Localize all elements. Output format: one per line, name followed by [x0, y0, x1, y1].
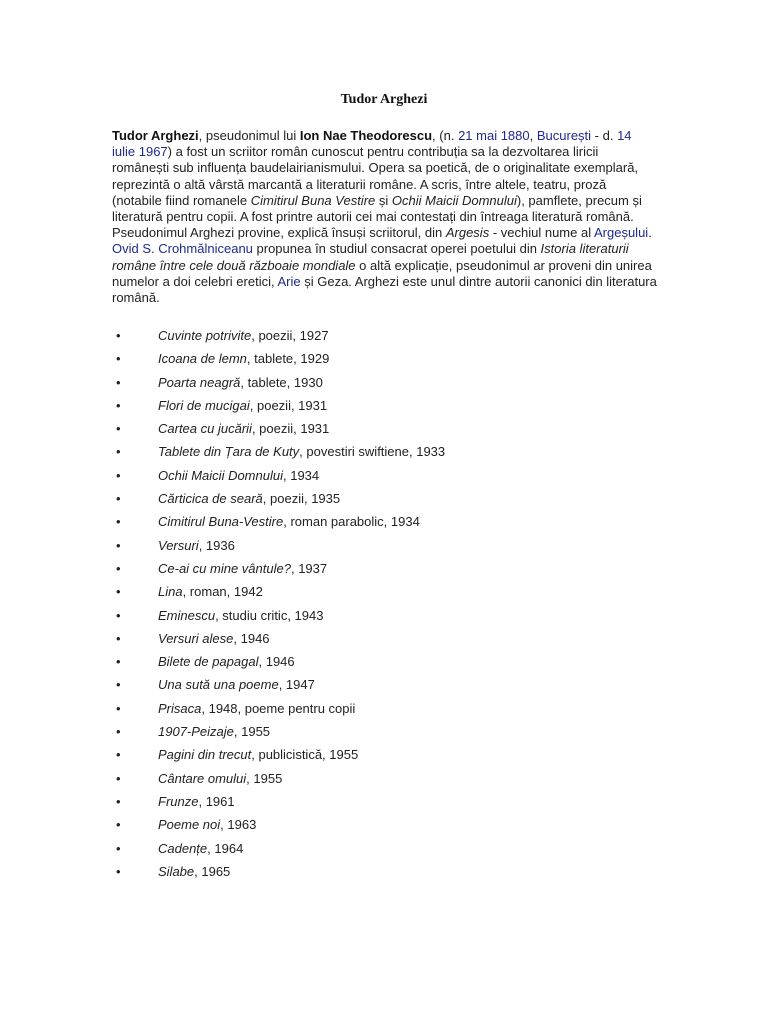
work-title: Ce-ai cu mine vântule?: [158, 560, 291, 576]
bullet-icon: •: [116, 747, 121, 763]
bucuresti-link[interactable]: București: [536, 128, 592, 143]
page-title: Tudor Arghezi: [340, 92, 428, 107]
bullet-icon: •: [116, 444, 121, 460]
work-title: Cântare omului: [158, 770, 247, 786]
bullet-icon: •: [116, 514, 121, 530]
work-entry: [158, 443, 445, 461]
intro-text: ), pamflete, precum și literatură pentru copii. A fost printre autorii cei mai contestați din întreaga literatură română. Pseudonimul Arghezi provine, explică însuși scriitorul, din: [112, 192, 642, 241]
work-title: Cărticica de seară: [158, 491, 263, 507]
work-title: Cartea cu jucării: [158, 421, 252, 437]
work-title: Pagini din trecut: [158, 747, 252, 763]
bullet-icon: •: [116, 328, 121, 343]
work-entry: [158, 723, 270, 741]
intro-text: .: [648, 225, 652, 241]
arges-link[interactable]: Argeșului: [593, 225, 649, 241]
work-details: , tablete, 1929: [246, 351, 330, 367]
real-name: Ion Nae Theodorescu: [299, 128, 433, 143]
work-details: , 1947: [278, 677, 315, 693]
novel-title: Ochii Maicii Domnului: [391, 192, 517, 208]
work-details: , 1946: [258, 654, 295, 670]
work-entry: [158, 770, 282, 788]
work-details: , 1964: [207, 840, 244, 856]
intro-text: , pseudonimul lui: [198, 128, 300, 143]
work-details: , 1936: [198, 537, 235, 553]
author-name: Tudor Arghezi: [112, 128, 199, 143]
work-details: , 1963: [220, 817, 257, 833]
work-entry: [158, 560, 327, 578]
work-details: , studiu critic, 1943: [215, 607, 324, 623]
work-entry: [158, 374, 323, 392]
bullet-icon: •: [116, 840, 121, 856]
work-title: Ochii Maicii Domnului: [158, 467, 283, 483]
work-entry: [158, 583, 263, 601]
work-title: Icoana de lemn: [158, 351, 247, 367]
work-details: , poezii, 1927: [251, 328, 329, 343]
work-entry: [158, 607, 323, 625]
work-details: , 1948, poeme pentru copii: [201, 700, 356, 716]
bullet-icon: •: [116, 537, 121, 553]
crohmalniceanu-link[interactable]: Ovid S. Crohmălniceanu: [112, 241, 253, 257]
work-details: , poezii, 1931: [249, 397, 328, 413]
work-entry: [158, 816, 256, 834]
intro-text: propunea în studiul consacrat operei poetului din: [252, 241, 541, 257]
bullet-icon: •: [116, 770, 121, 786]
intro-text: - vechiul nume al: [489, 225, 594, 241]
birth-date-link[interactable]: 21 mai 1880: [458, 128, 530, 143]
work-details: , 1946: [233, 630, 270, 646]
bullet-icon: •: [116, 351, 121, 367]
intro-text: o altă explicație, pseudonimul ar proveni din unirea numelor a doi celebri eretici,: [112, 257, 652, 289]
work-details: , 1934: [282, 467, 320, 483]
bullet-icon: •: [116, 793, 121, 809]
work-entry: [158, 793, 235, 811]
work-details: , 1955: [233, 724, 271, 740]
intro-text: și Geza. Arghezi este unul dintre autorii canonici din literatura română.: [112, 273, 657, 306]
work-details: , 1955: [246, 770, 283, 786]
bullet-icon: •: [116, 817, 121, 833]
work-details: , 1937: [290, 560, 328, 576]
work-title: Silabe: [158, 863, 195, 879]
work-details: , poezii, 1931: [251, 421, 330, 437]
work-entry: [158, 653, 295, 671]
work-title: Cadențe: [158, 840, 208, 856]
work-entry: [158, 490, 340, 508]
study-title: Istoria literaturii române între cele două războaie mondiale: [112, 241, 629, 273]
bullet-icon: •: [116, 374, 121, 390]
work-entry: [158, 350, 329, 368]
work-entry: [158, 863, 230, 881]
work-title: Frunze: [158, 793, 199, 809]
bullet-icon: •: [116, 700, 121, 716]
work-details: , tablete, 1930: [240, 374, 323, 390]
bullet-icon: •: [116, 421, 121, 437]
work-title: Tablete din Țara de Kuty: [158, 444, 300, 460]
arie-link[interactable]: Arie: [277, 273, 301, 289]
work-entry: [158, 537, 235, 555]
work-details: , roman, 1942: [182, 584, 263, 600]
work-entry: [158, 397, 327, 415]
bullet-icon: •: [116, 863, 121, 879]
work-title: Versuri: [158, 537, 199, 553]
work-title: Flori de mucigai: [158, 397, 250, 413]
work-title: 1907-Peizaje: [158, 724, 234, 740]
novel-title: Cimitirul Buna Vestire: [250, 192, 376, 208]
bullet-icon: •: [116, 654, 121, 670]
work-entry: [158, 676, 315, 694]
work-details: , 1965: [194, 863, 231, 879]
death-date-link[interactable]: 14 iulie 1967: [112, 128, 632, 160]
work-title: Prisaca: [158, 700, 202, 716]
work-title: Una sută una poeme: [158, 677, 279, 693]
bullet-icon: •: [116, 467, 121, 483]
bullet-icon: •: [116, 724, 121, 740]
work-title: Poarta neagră: [158, 374, 241, 390]
work-entry: [158, 513, 420, 531]
work-details: , poezii, 1935: [262, 491, 341, 507]
work-details: , 1961: [198, 793, 235, 809]
work-entry: [158, 630, 270, 648]
work-title: Versuri alese: [158, 630, 234, 646]
bullet-icon: •: [116, 607, 121, 623]
intro-text: și: [375, 192, 392, 208]
bullet-icon: •: [116, 491, 121, 507]
intro-paragraph: [112, 128, 657, 306]
work-title: Eminescu: [158, 607, 216, 623]
bullet-icon: •: [116, 397, 121, 413]
bullet-icon: •: [116, 584, 121, 600]
intro-text: ) a fost un scriitor român cunoscut pentru contribuția sa la dezvoltarea liricii românești sub influența baudelairianismului. Opera sa poetică, de o originalitate exemplară, reprezintă o altă vârstă marcantă a literaturii române. A scris, între altele, teatru, proză (notabile fiind romanele: [112, 144, 639, 208]
work-title: Lina: [158, 584, 183, 600]
work-entry: [158, 420, 329, 438]
work-title: Bilete de papagal: [158, 654, 259, 670]
work-title: Cimitirul Buna-Vestire: [158, 514, 284, 530]
argesis-term: Argesis: [445, 225, 490, 241]
bullet-icon: •: [116, 630, 121, 646]
work-entry: [158, 746, 358, 764]
bullet-icon: •: [116, 560, 121, 576]
work-entry: [158, 467, 319, 485]
intro-text: - d.: [591, 128, 618, 143]
bullet-icon: •: [116, 677, 121, 693]
work-title: Poeme noi: [158, 817, 221, 833]
work-details: , publicistică, 1955: [251, 747, 359, 763]
work-entry: [158, 840, 243, 858]
work-details: , povestiri swiftiene, 1933: [299, 444, 446, 460]
intro-text: ,: [529, 128, 537, 143]
work-title: Cuvinte potrivite: [158, 328, 252, 343]
work-entry: [158, 327, 329, 345]
work-details: , roman parabolic, 1934: [283, 514, 420, 530]
work-entry: [158, 700, 355, 718]
intro-text: , (n.: [432, 128, 459, 143]
